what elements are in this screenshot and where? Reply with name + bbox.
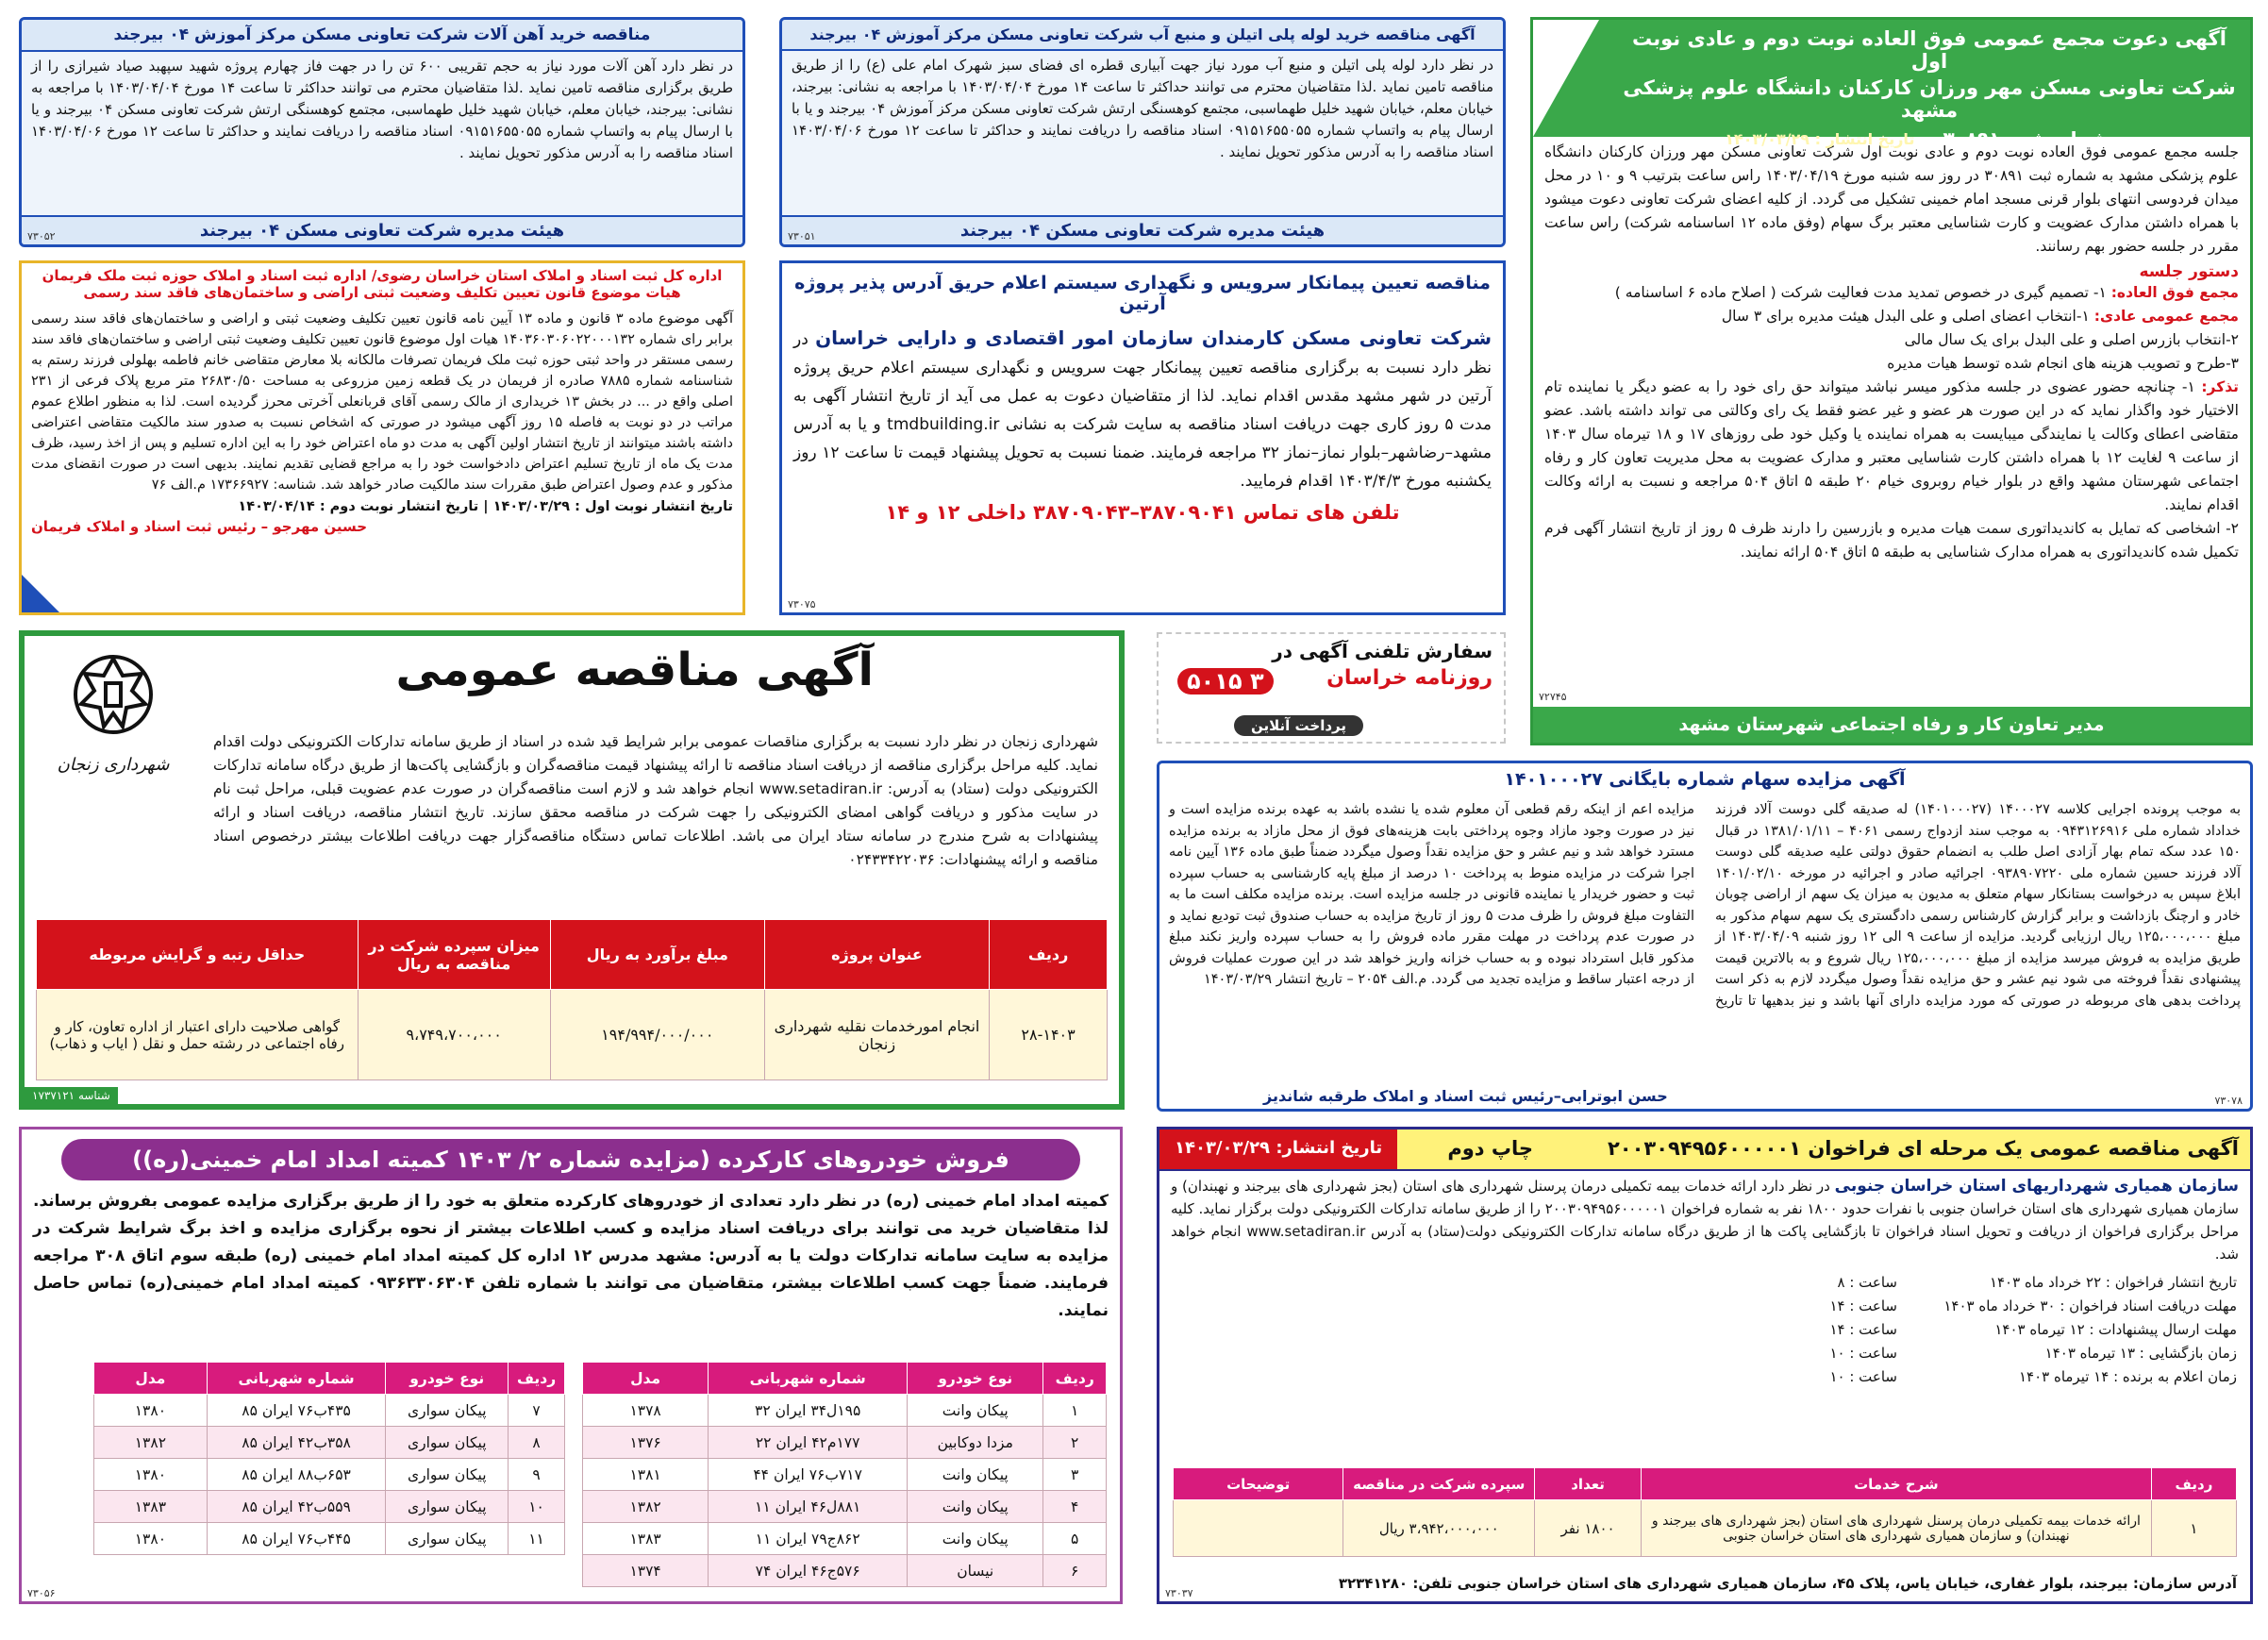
- schedule-time: ساعت : ۱۰: [1829, 1345, 1897, 1362]
- ad-insurance-table: [1173, 1467, 2237, 1557]
- ad-insurance-print: چاپ دوم: [1447, 1137, 1533, 1160]
- table-cell: پیکان سواری: [386, 1395, 509, 1427]
- ad-assembly-corner: [1533, 20, 1599, 137]
- table-cell: ۲۸-۱۴۰۳: [990, 990, 1108, 1080]
- ad-zanjan-logo: [38, 647, 189, 789]
- ad-land-registry-dates: تاریخ انتشار نوبت اول : ۱۴۰۳/۰۳/۲۹ | تاریخ انتشار نوبت دوم : ۱۴۰۳/۰۴/۱۴: [238, 499, 733, 514]
- table-cell: [1174, 1500, 1343, 1557]
- table-cell: ۱۳۸۳: [94, 1491, 208, 1523]
- table-header: شماره شهربانی: [709, 1363, 908, 1395]
- ad-insurance-body: در نظر دارد ارائه خدمات بیمه تکمیلی درمان پرسنل شهرداری های استان (بجز شهرداری های بیرجند و نهبندان) و سازمان همیاری شهرداری های استان خراسان جنوبی با نفرات حدود ۱۸۰۰ نفر به شماره فراخوان ۲۰۰۳۰۹۴۹۵۶۰۰۰۰۰۱ را از طریق سامانه تدارکات الکترونیکی دولت برگزار نماید. کلیه مراحل برگزاری فراخوان از دریافت و تحویل اسناد فراخوان تا بازگشایی پاکت ها از طریق درگاه سامانه تدارکات الکترونیکی دولت(ستاد) به آدرس www.setadiran.ir انجام خواهد شد.: [1171, 1178, 2239, 1263]
- schedule-time: ساعت : ۸: [1837, 1274, 1897, 1291]
- table-cell: ۷: [509, 1395, 565, 1427]
- table-header: سپرده شرکت در مناقصه: [1343, 1468, 1535, 1500]
- table-cell: ۴۴۵ب۷۶ ایران ۸۵: [207, 1523, 386, 1555]
- table-cell: ۱۳۷۸: [583, 1395, 709, 1427]
- ad-insurance-tender: [1157, 1127, 2253, 1604]
- table-cell: ۵۵۹ب۴۲ ایران ۸۵: [207, 1491, 386, 1523]
- ad-land-registry-corner: [22, 575, 59, 612]
- table-cell: پیکان سواری: [386, 1427, 509, 1459]
- table-row: [1174, 1500, 2237, 1557]
- ad-share-auction-title: آگهی مزایده سهام شماره بایگانی ۱۴۰۱۰۰۰۲۷: [1504, 769, 1906, 790]
- table-cell: نیسان: [908, 1555, 1043, 1587]
- ad-pipe-tender-title: آگهی مناقصه خرید لوله پلی اتیلن و منبع آب شرکت تعاونی مسکن مرکز آموزش ۰۴ بیرجند: [782, 20, 1503, 51]
- ad-vehicle-sale-body: کمیته امداد امام خمینی (ره) در نظر دارد تعدادی از خودروهای کارکرده متعلق به خود را از طریق برگزاری مزایده عمومی بفروش برساند. لذا متقاضیان خرید می توانند برای دریافت اسناد مزایده و کسب اطلاعات بیشتر از نحوه برگزاری مزایده و اخذ برگ شرایط شرکت در مزایده به سایت سامانه تدارکات دولت یا به آدرس: مشهد مدرس ۱۲ اداره کل کمیته امداد امام خمینی (ره) طبقه سوم اتاق ۳۰۸ مراجعه فرمایند. ضمناً جهت کسب اطلاعات بیشتر، متقاضیان می توانند با شماره تلفن ۰۹۳۶۳۳۰۶۳۰۴ کمیته امداد امام خمینی(ره) تماس حاصل نمایند.: [33, 1192, 1109, 1320]
- ad-land-registry-title2: هیات موضوع قانون تعیین تکلیف وضعیت ثبتی اراضی و ساختمان‌های فاقد سند رسمی: [83, 284, 681, 301]
- table-header: تعداد: [1535, 1468, 1642, 1500]
- schedule-time: ساعت : ۱۴: [1829, 1297, 1897, 1314]
- ad-zanjan-logo-caption: شهرداری زنجان: [57, 755, 170, 775]
- table-cell: ۱۳۸۰: [94, 1523, 208, 1555]
- ad-assembly-invitation: [1530, 17, 2253, 745]
- table-cell: پیکان سواری: [386, 1459, 509, 1491]
- table-cell: ۹: [509, 1459, 565, 1491]
- table-cell: ۲: [1043, 1427, 1107, 1459]
- table-cell: ۶۵۳ب۸۸ ایران ۸۵: [207, 1459, 386, 1491]
- table-cell: ۱۸۰۰ نفر: [1535, 1500, 1642, 1557]
- ad-zanjan-table: [36, 919, 1108, 1080]
- schedule-label: زمان اعلام به برنده : ۱۴ تیرماه ۱۴۰۳: [2018, 1368, 2237, 1385]
- ad-zanjan-tender: [19, 630, 1125, 1110]
- table-cell: ۱۷۷م۴۲ ایران ۲۲: [709, 1427, 908, 1459]
- table-header: ردیف: [1043, 1363, 1107, 1395]
- ad-fire-system-org: شرکت تعاونی مسکن کارمندان سازمان امور اقتصادی و دارایی خراسان: [815, 326, 1492, 349]
- ad-fire-system-tender: [779, 260, 1506, 615]
- table-cell: ۴: [1043, 1491, 1107, 1523]
- ad-insurance-address: آدرس سازمان: بیرجند، بلوار غفاری، خیابان یاس، پلاک ۴۵، سازمان همیاری شهرداری های استان خراسان جنوبی تلفن: ۳۲۳۴۱۲۸۰: [1338, 1575, 2237, 1592]
- ad-iron-tender-title: مناقصه خرید آهن آلات شرکت تعاونی مسکن مرکز آموزش ۰۴ بیرجند: [22, 20, 742, 52]
- table-cell: گواهی صلاحیت دارای اعتبار از اداره تعاون، کار و رفاه اجتماعی در رشته حمل و نقل ( ایاب و ذهاب): [37, 990, 359, 1080]
- table-header: نوع خودرو: [908, 1363, 1043, 1395]
- ad-code: ۷۲۷۴۵: [1539, 691, 1567, 703]
- table-row: [583, 1523, 1107, 1555]
- ad-insurance-header: [1159, 1130, 2250, 1171]
- ad-iron-tender: [19, 17, 745, 247]
- ad-assembly-agenda-title: دستور جلسه: [2139, 262, 2239, 281]
- ad-land-registry-body: آگهی موضوع ماده ۳ قانون و ماده ۱۳ آیین نامه قانون تعیین تکلیف وضعیت ثبتی و اراضی و ساختمان‌های فاقد سند رسمی برابر رای شماره ۱۴۰۳۶۰۳۰۶۰۲۲۰۰۰۱۳۲ هیات اول موضوع قانون تعیین تکلیف وضعیت ثبتی اراضی و ساختمان‌های فاقد سند رسمی مستقر در واحد ثبتی حوزه ثبت ملک فریمان تصرفات مالکانه بلا معارض متقاضی خانم فاطمه بهلولی فرزند رستم به شناسنامه شماره ۷۸۸۵ صادره از فریمان در یک قطعه زمین مزروعی به مساحت ۲۶۸۳۰/۵۰ متر مربع پلاک فرعی از ۲۳۱ اصلی واقع در ... در بخش ۱۳ خریداری از مالک رسمی آقای قربانعلی آخرتی محرز گردیده است. لذا به منظور اطلاع عموم مراتب در دو نوبت به فاصله ۱۵ روز آگهی میشود در صورتی که اشخاص نسبت به صدور سند مالکیت متقاضی اعتراضی داشته باشند میتوانند از تاریخ انتشار اولین آگهی به مدت دو ماه اعتراض خود را به این اداره تسلیم و پس از اخذ رسید، ظرف مدت یک ماه از تاریخ تسلیم اعتراض دادخواست خود را به مراجع قضایی تقدیم نمایند. بدیهی است در صورت انقضای مدت مذکور و عدم وصول اعتراض طبق مقررات سند مالکیت صادر خواهد شد. شناسه: ۱۷۳۶۶۹۲۷ م.الف ۷۶: [31, 311, 734, 493]
- ad-insurance-org: سازمان همیاری شهرداریهای استان خراسان جنوبی: [1834, 1177, 2240, 1196]
- table-row: [94, 1523, 565, 1555]
- table-cell: پیکان وانت: [908, 1459, 1043, 1491]
- ad-vehicle-sale-title: فروش خودروهای کارکرده (مزایده شماره ۲/ ۱۴۰۳ کمیته امداد امام خمینی(ره)): [61, 1139, 1080, 1180]
- ad-land-registry-signer: حسین مهرجو – رئیس ثبت اسناد و املاک فریمان: [31, 518, 368, 535]
- schedule-label: زمان بازگشایی : ۱۳ تیرماه ۱۴۰۳: [2044, 1345, 2237, 1362]
- ad-zanjan-title-bar: [25, 636, 1119, 721]
- table-header: عنوان پروژه: [764, 920, 989, 990]
- ad-fire-system-body: در نظر دارد نسبت به برگزاری مناقصه تعیین پیمانکار جهت سرویس و نگهداری سیستم اعلام حریق پروژه آرتین در شهر مشهد مقدس اقدام نماید. لذا از متقاضیان دعوت به عمل می آید از تاریخ انتشار آگهی به مدت ۵ روز کاری جهت دریافت اسناد مناقصه به سایت شرکت به نشانی tmdbuilding.ir و یا به آدرس مشهد–رضاشهر–بلوار نماز–نماز ۳۲ مراجعه فرمایند. ضمنا نسبت به تحویل پیشنهاد قیمت تا ساعت ۱۲ روز یکشنبه مورخ ۱۴۰۳/۴/۳ اقدام فرمایید.: [793, 330, 1493, 491]
- table-header: نوع خودرو: [386, 1363, 509, 1395]
- ad-iron-tender-body: در نظر دارد آهن آلات مورد نیاز به حجم تقریبی ۶۰۰ تن را در جهت فاز چهارم پروژه شهید سپهبد صیاد شیرازی را از طریق برگزاری مناقصه تامین نماید .لذا متقاضیان محترم می توانند حداکثر تا ساعت ۱۴ مورخ ۱۴۰۳/۰۴/۰۴ با مراجعه به نشانی: بیرجند، خیابان معلم، خیابان شهید خلیل طهماسبی، مجتمع کوهسنگی ارتش شرکت تعاونی مسکن ۰۴ بیرجند و یا با ارسال پیام به واتساپ شماره ۰۹۱۵۱۶۵۵۰۵۵ اسناد مناقصه را دریافت نمایند و حداکثر تا ساعت ۱۲ مورخ ۱۴۰۳/۰۴/۰۶ اسناد مناقصه را به آدرس مذکور تحویل نمایند .: [31, 58, 734, 161]
- ad-fire-system-phone: تلفن های تماس ۳۸۷۰۹۰۴۱–۳۸۷۰۹۰۴۳ داخلی ۱۲ و ۱۴: [885, 501, 1400, 524]
- table-cell: ۱۳۸۰: [94, 1395, 208, 1427]
- ad-land-registry: [19, 260, 745, 615]
- table-cell: ۱: [2151, 1500, 2236, 1557]
- table-cell: انجام امورخدمات نقلیه شهرداری زنجان: [764, 990, 989, 1080]
- ad-assembly-ord-2: ۲-انتخاب بازرس اصلی و علی البدل برای یک سال مالی: [1904, 331, 2239, 348]
- schedule-time: ساعت : ۱۴: [1829, 1321, 1897, 1338]
- table-cell: ۸۶۲ج۷۹ ایران ۱۱: [709, 1523, 908, 1555]
- table-row: [94, 1427, 565, 1459]
- table-cell: ۱۳۸۲: [94, 1427, 208, 1459]
- schedule-label: تاریخ انتشار فراخوان : ۲۲ خرداد ماه ۱۴۰۳: [1989, 1274, 2237, 1291]
- ad-code: ۷۳۰۷۵: [788, 598, 816, 611]
- vehicle-table-right: [582, 1362, 1107, 1587]
- table-cell: ۱۳۷۶: [583, 1427, 709, 1459]
- ad-iron-tender-footer: هیئت مدیره شرکت تعاونی مسکن ۰۴ بیرجند: [22, 215, 742, 244]
- table-cell: ۱۱: [509, 1523, 565, 1555]
- table-header: مبلغ برآورد به ریال: [550, 920, 764, 990]
- ad-share-auction-signer: حسن ابوترابی–رئیس ثبت اسناد و املاک طرقبه شاندیز: [1263, 1087, 1668, 1105]
- table-row: [94, 1459, 565, 1491]
- table-cell: ۳: [1043, 1459, 1107, 1491]
- table-row: [94, 1395, 565, 1427]
- table-cell: ۱۰: [509, 1491, 565, 1523]
- ad-fire-system-title: مناقصه تعیین پیمانکار سرویس و نگهداری سیستم اعلام حریق آدرس پذیر پروژه آرتین: [794, 273, 1491, 314]
- table-header: مدل: [94, 1363, 208, 1395]
- table-header: شرح خدمات: [1641, 1468, 2151, 1500]
- table-cell: ۱: [1043, 1395, 1107, 1427]
- zanjan-municipality-logo-icon: [57, 647, 170, 751]
- table-cell: ۸: [509, 1427, 565, 1459]
- table-row: [37, 990, 1108, 1080]
- ad-code: ۷۳۰۷۸: [2214, 1095, 2243, 1107]
- table-cell: ۱۳۸۲: [583, 1491, 709, 1523]
- banner-number: ۳ ۵۰۱۵: [1177, 668, 1274, 694]
- schedule-label: مهلت ارسال پیشنهادات : ۱۲ تیرماه ۱۴۰۳: [1994, 1321, 2237, 1338]
- ad-insurance-schedule: [1159, 1269, 2250, 1391]
- ad-assembly-title1: آگهی دعوت مجمع عمومی فوق العاده نوبت دوم و عادی نوبت اول: [1632, 27, 2226, 73]
- ad-pipe-tender-footer: هیئت مدیره شرکت تعاونی مسکن ۰۴ بیرجند: [782, 215, 1503, 244]
- ad-assembly-footer: مدیر تعاون کار و رفاه اجتماعی شهرستان مشهد: [1533, 707, 2250, 743]
- ad-phone-order-banner: [1157, 632, 1506, 744]
- ad-assembly-title2: شرکت تعاونی مسکن مهر ورزان کارکنان دانشگاه علوم پزشکی مشهد: [1623, 76, 2236, 122]
- ad-assembly-ord-1: ۱-انتخاب اعضای اصلی و علی البدل هیئت مدیره برای ۳ سال: [1721, 308, 2090, 325]
- table-cell: پیکان وانت: [908, 1523, 1043, 1555]
- table-cell: ۴۳۵ب۷۶ ایران ۸۵: [207, 1395, 386, 1427]
- ad-share-auction: [1157, 761, 2253, 1112]
- ad-assembly-note-2: ۲- اشخاصی که تمایل به کاندیداتوری سمت هیات مدیره و بازرسین را دارند ظرف ۵ روز از تاریخ انتشار آگهی فرم تکمیل شده کاندیداتوری به همراه مدارک شناسایی به طبقه ۵ اتاق ۵۰۴ ارائه نمایند.: [1544, 520, 2239, 561]
- table-header: توضیحات: [1174, 1468, 1343, 1500]
- table-cell: پیکان سواری: [386, 1523, 509, 1555]
- table-cell: ۱۳۸۰: [94, 1459, 208, 1491]
- ad-assembly-extra-text: ۱- تصمیم گیری در خصوص تمدید مدت فعالیت شرکت ( اصلاح ماده ۶ اساسنامه ): [1614, 284, 2107, 301]
- table-row: [583, 1427, 1107, 1459]
- vehicle-table-left: [93, 1362, 565, 1555]
- table-row: [94, 1491, 565, 1523]
- schedule-time: ساعت : ۱۰: [1829, 1368, 1897, 1385]
- schedule-label: مهلت دریافت اسناد فراخوان : ۳۰ خرداد ماه ۱۴۰۳: [1943, 1297, 2237, 1314]
- table-cell: ۹،۷۴۹،۷۰۰،۰۰۰: [358, 990, 550, 1080]
- table-cell: ارائه خدمات بیمه تکمیلی درمان پرسنل شهرداری های استان (بجز شهرداری های بیرجند و نهبندان) و سازمان همیاری شهرداری های استان خراسان جنوبی: [1641, 1500, 2151, 1557]
- ad-land-registry-title1: اداره کل ثبت اسناد و املاک استان خراسان رضوی/ اداره ثبت اسناد و املاک حوزه ثبت ملک فریمان: [42, 267, 723, 284]
- ad-code: ۷۳۰۳۷: [1165, 1587, 1193, 1599]
- table-cell: مزدا دوکابین: [908, 1427, 1043, 1459]
- ad-code: ۷۳۰۵۲: [27, 230, 56, 243]
- table-row: [583, 1491, 1107, 1523]
- ad-code: ۷۳۰۵۶: [27, 1587, 56, 1599]
- table-cell: ۳،۹۴۲،۰۰۰،۰۰۰ ریال: [1343, 1500, 1535, 1557]
- ad-assembly-note-label: تذکر:: [2201, 378, 2239, 395]
- banner-line1: سفارش تلفنی آگهی در: [1272, 640, 1493, 662]
- ad-pipe-tender-body: در نظر دارد لوله پلی اتیلن و منبع آب مورد نیاز جهت آبیاری قطره ای فضای سبز شهرک امام علی (ع) را از طریق مناقصه تامین نماید .لذا متقاضیان محترم می توانند حداکثر تا ساعت ۱۴ مورخ ۱۴۰۳/۰۴/۰۴ با مراجعه به نشانی: بیرجند، خیابان معلم، خیابان شهید خلیل طهماسبی، مجتمع کوهسنگی ارتش شرکت تعاونی مسکن مرکز آموزش ۰۴ بیرجند و یا با ارسال پیام به واتساپ شماره ۰۹۱۵۱۶۵۵۰۵۵ اسناد مناقصه را دریافت نمایند و حداکثر تا ساعت ۱۲ مورخ ۱۴۰۳/۰۴/۰۶ اسناد مناقصه را به آدرس مذکور تحویل نمایند .: [792, 57, 1493, 160]
- ad-vehicle-sale: [19, 1127, 1123, 1604]
- ad-assembly-regno: به شماره ثبت ۳۰۸۹۱: [1943, 127, 2134, 150]
- ad-assembly-ord-label: مجمع عمومی عادی:: [2093, 308, 2239, 325]
- table-row: [583, 1395, 1107, 1427]
- ad-assembly-ord-3: ۳-طرح و تصویب هزینه های انجام شده توسط هیات مدیره: [1887, 355, 2239, 372]
- table-cell: ۱۹۵ل۳۴ ایران ۳۲: [709, 1395, 908, 1427]
- ad-insurance-pubdate: تاریخ انتشار: ۱۴۰۳/۰۳/۲۹: [1159, 1130, 1397, 1169]
- table-cell: ۱۳۸۱: [583, 1459, 709, 1491]
- table-cell: ۵: [1043, 1523, 1107, 1555]
- table-cell: ۸۸۱ل۴۶ ایران ۱۱: [709, 1491, 908, 1523]
- table-cell: ۵۷۶ج۴۶ ایران ۷۴: [709, 1555, 908, 1587]
- ad-assembly-header: [1533, 20, 2250, 150]
- ad-pipe-tender: [779, 17, 1506, 247]
- ad-assembly-pubdate: تاریخ انتشار : ۱۴۰۳/۰۳/۲۹: [1725, 130, 1915, 148]
- ad-insurance-title: آگهی مناقصه عمومی یک مرحله ای فراخوان ۲۰۰۳۰۹۴۹۵۶۰۰۰۰۰۱: [1607, 1137, 2239, 1160]
- ad-assembly-intro: جلسه مجمع عمومی فوق العاده نوبت دوم و عادی نوبت اول شرکت تعاونی مسکن مهر ورزان کارکنان دانشگاه علوم پزشکی مشهد به شماره ثبت ۳۰۸۹۱ در روز سه شنبه مورخ ۱۴۰۳/۰۴/۱۹ راس ساعت بترتیب ۹ و ۱۰ در محل میدان فردوسی انتهای بلوار قرنی مسجد امام خمینی تشکیل می گردد. از کلیه اعضای شرکت تعاونی دعوت میشود با همراه داشتن مدارک عضویت و کارت شناسایی معتبر برگ سهام (وفق ماده ۱۲ اساسنامه شرکت) راس ساعت مقرر در جلسه حضور بهم رسانند.: [1544, 143, 2239, 255]
- table-header: میزان سپرده شرکت در مناقصه به ریال: [358, 920, 550, 990]
- table-cell: پیکان سواری: [386, 1491, 509, 1523]
- table-header: شماره شهربانی: [207, 1363, 386, 1395]
- table-header: مدل: [583, 1363, 709, 1395]
- table-cell: ۶: [1043, 1555, 1107, 1587]
- banner-line2: روزنامه خراسان: [1326, 666, 1493, 690]
- table-cell: پیکان وانت: [908, 1395, 1043, 1427]
- ad-assembly-extra-label: مجمع فوق العاده:: [2110, 284, 2239, 301]
- table-header: ردیف: [509, 1363, 565, 1395]
- ad-zanjan-code: شناسه ۱۷۳۷۱۲۱: [25, 1087, 118, 1104]
- table-row: [583, 1555, 1107, 1587]
- table-cell: ۷۱۷ب۷۶ ایران ۴۴: [709, 1459, 908, 1491]
- table-cell: ۱۹۴/۹۹۴/۰۰۰/۰۰۰: [550, 990, 764, 1080]
- ad-zanjan-title: آگهی مناقصه عمومی: [395, 644, 874, 696]
- table-cell: ۱۳۷۴: [583, 1555, 709, 1587]
- ad-share-auction-body: به موجب پرونده اجرایی کلاسه ۱۴۰۰۰۲۷ (۱۴۰۱۰۰۰۲۷) له صدیقه گلی دوست آلاد فرزند خداداد شماره ملی ۰۹۴۳۱۲۶۹۱۶ به موجب سند ازدواج رسمی ۴۰۶۱ – ۱۳۸۱/۰۱/۱۱ در قبال ۱۵۰ عدد سکه تمام بهار آزادی اصل طلب به انضمام حقوق دولتی علیه صدیقه گلی دوست آلاد فرزند حسین شماره ملی ۰۹۳۸۹۰۷۲۲۰ اجرائیه صادر و اجرائیه در مورخه ۱۴۰۱/۰۲/۱۰ ابلاغ سپس به درخواست بستانکار سهام متعلق به مدیون به میزان یک سهم از اراضی چوبان خادر و ارچنگ بازداشت و برابر گزارش کارشناس رسمی دادگستری یک سهم سهام مذکور به مبلغ ۱۲۵،۰۰۰،۰۰۰ ریال ارزیابی گردید. مزایده از ساعت ۹ الی ۱۲ روز شنبه ۱۴۰۳/۰۴/۰۹ از طریق مزایده به فروش میرسد مزایده از مبلغ ۱۲۵،۰۰۰،۰۰۰ ریال شروع و به بالاترین قیمت پیشنهادی نقداً فروخته می شود نیم عشر و حق مزایده نقداً وصول میگردد لازم به ذکر است پرداخت بدهی های مربوطه در صورتی که مورد مزایده دارای آنها باشد و نیز بدهیها تا تاریخ مزایده اعم از اینکه رقم قطعی آن معلوم شده یا نشده باشد به عهده برنده مزایده است و نیز در صورت وجود مازاد وجوه پرداختی بابت هزینه‌های فوق از محل مازاد به برنده مزایده مسترد خواهد شد و نیم عشر و حق مزایده نقداً وصول میگردد ضمناً طبق ماده ۱۳۶ آیین نامه اجرا شرکت در مزایده منوط به پرداخت ۱۰ درصد از مبلغ پایه کارشناسی به حساب سپرده ثبت و حضور خریدار یا نماینده قانونی در جلسه مزایده است. برنده مزایده مکلف است ما به التفاوت مبلغ فروش را ظرف مدت ۵ روز از تاریخ مزایده به حساب صندوق ثبت تودیع نماید و در صورت عدم پرداخت در مهلت مقرر ماده فروش را به حساب سپرده واریز نکند مبلغ مذکور قابل استرداد نبوده و به حساب خزانه واریز خواهد شد در این صورت عملیات فروش از درجه اعتبار ساقط و مزایده تجدید می گردد. م.الف ۲۰۵۴ – تاریخ انتشار ۱۴۰۳/۰۳/۲۹: [1169, 802, 2242, 1009]
- ad-code: ۷۳۰۵۱: [788, 230, 816, 243]
- table-header: ردیف: [990, 920, 1108, 990]
- table-cell: ۱۳۸۳: [583, 1523, 709, 1555]
- ad-zanjan-body: شهرداری زنجان در نظر دارد نسبت به برگزاری مناقصات عمومی برابر شرایط قید شده در اسناد از طریق سامانه تدارکات الکترونیکی دولت اقدام نماید. کلیه مراحل برگزاری مناقصه از دریافت اسناد مناقصه تا ارائه پیشنهاد قیمت مناقصه‌گران و بازگشایی پاکت‌ها از طریق درگاه سامانه تدارکات الکترونیکی دولت (ستاد) به آدرس: www.setadiran.ir انجام خواهد شد و لازم است مناقصه‌گران در صورت عدم عضویت قبلی، مراحل ثبت نام در سایت مذکور و دریافت گواهی امضای الکترونیکی را جهت شرکت در مناقصه محقق سازند. تاریخ انتشار مناقصه، دریافت اسناد و ارائه پیشنهادات به شرح مندرج در سامانه ستاد ایران می باشد. اطلاعات تماس دستگاه مناقصه‌گزار جهت دریافت اطلاعات بیشتر درخصوص اسناد مناقصه و ارائه پیشنهادات: ۰۲۴۳۳۴۲۲۰۳۶: [213, 733, 1098, 868]
- banner-pay-button[interactable]: پرداخت آنلاین: [1234, 715, 1363, 736]
- table-header: ردیف: [2151, 1468, 2236, 1500]
- ad-assembly-note-1: ۱- چنانچه حضور عضوی در جلسه مذکور میسر نباشد میتواند حق رای خود را به عضو دیگر یا نماینده تام الاختیار خود واگذار نماید که در این صورت هر عضو و غیر عضو فقط یک رای وکالتی می تواند داشته باشد. عضو متقاضی اعطای وکالت یا نمایندگی میبایست به همراه نماینده یا وکیل خود طی روزهای ۱۷ و ۱۸ تیرماه سال ۱۴۰۳ از ساعت ۹ لغایت ۱۲ با همراه داشتن کارت شناسایی معتبر و مدارک عضویت به محل مدیریت تعاون کار و رفاه اجتماعی شهرستان مشهد واقع در بلوار خیام روبروی خیام ۲۰ طبقه ۵ اتاق ۵۰۴ مراجعه و نسبت به ارائه وکالت اقدام نمایند.: [1544, 378, 2239, 513]
- table-cell: پیکان وانت: [908, 1491, 1043, 1523]
- table-row: [583, 1459, 1107, 1491]
- table-header: حداقل رتبه و گرایش مربوطه: [37, 920, 359, 990]
- table-cell: ۳۵۸ب۴۲ ایران ۸۵: [207, 1427, 386, 1459]
